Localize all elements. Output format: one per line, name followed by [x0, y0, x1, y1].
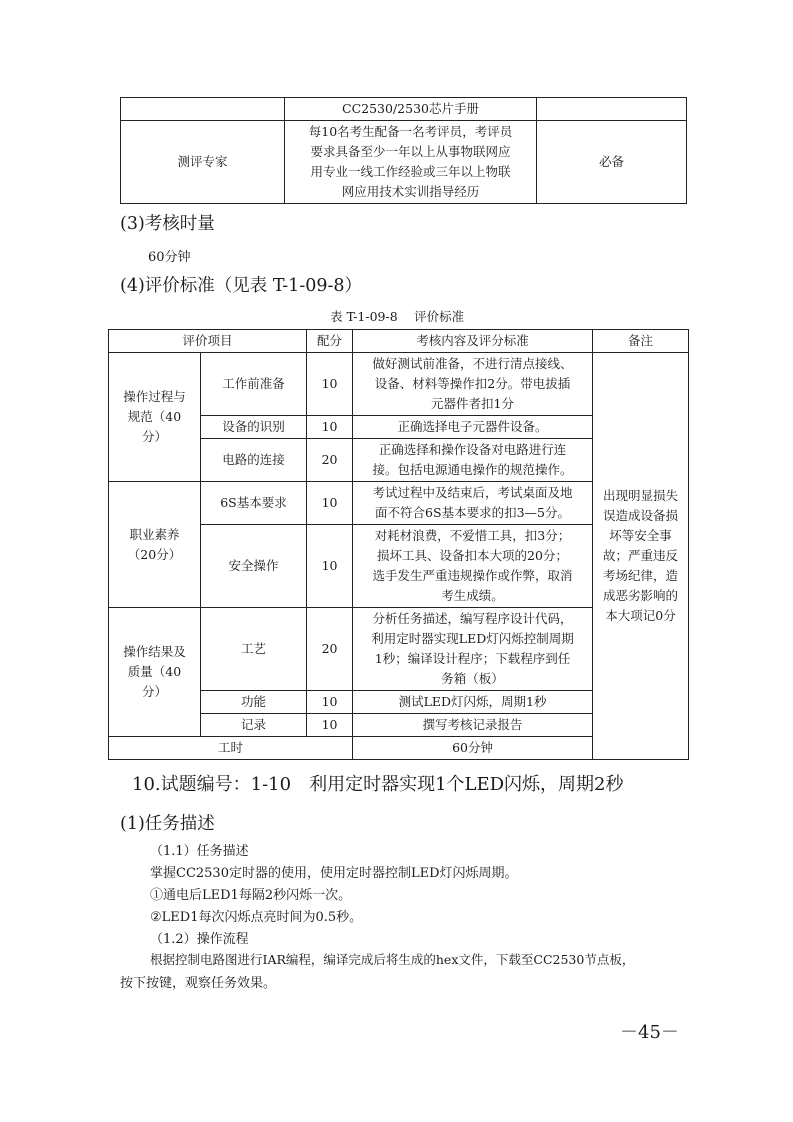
- row-6s-score: 10: [307, 482, 353, 525]
- row-connect-score: 20: [307, 439, 353, 482]
- row-function-score: 10: [307, 691, 353, 714]
- row-6s-content: 考试过程中及结束后，考试桌面及地 面不符合6S基本要求的扣3—5分。: [353, 482, 593, 525]
- cell-chip-manual: CC2530/2530芯片手册: [285, 98, 537, 121]
- row-safety-score: 10: [307, 525, 353, 608]
- row-identify-content: 正确选择电子元器件设备。: [353, 416, 593, 439]
- group-process: 操作过程与 规范（40 分）: [109, 353, 201, 482]
- row-identify-name: 设备的识别: [201, 416, 307, 439]
- cell-empty: [537, 98, 687, 121]
- footer-label: 工时: [109, 737, 353, 760]
- row-record-score: 10: [307, 714, 353, 737]
- row-craft-name: 工艺: [201, 608, 307, 691]
- row-function-name: 功能: [201, 691, 307, 714]
- row-identify-score: 10: [307, 416, 353, 439]
- row-record-name: 记录: [201, 714, 307, 737]
- paragraph-3: ②LED1每次闪烁点亮时间为0.5秒。: [150, 910, 363, 925]
- cell-evaluator-label: 测评专家: [121, 121, 285, 204]
- cell-evaluator-requirement: 每10名考生配备一名考评员，考评员 要求具备至少一年以上从事物联网应 用专业一线工作经验或三年以上物联 网应用技术实训指导经历: [285, 121, 537, 204]
- question-title: 10.试题编号：1-10 利用定时器实现1个LED闪烁，周期2秒: [132, 774, 624, 795]
- requirements-table: [120, 97, 687, 204]
- section4-heading: (4)评价标准（见表 T-1-09-8）: [120, 276, 363, 296]
- group-result: 操作结果及 质量（40 分）: [109, 608, 201, 737]
- row-prep-name: 工作前准备: [201, 353, 307, 416]
- header-item: 评价项目: [109, 330, 307, 353]
- row-connect-content: 正确选择和操作设备对电路进行连 接。包括电源通电操作的规范操作。: [353, 439, 593, 482]
- cell-required: 必备: [537, 121, 687, 204]
- row-prep-score: 10: [307, 353, 353, 416]
- header-note: 备注: [593, 330, 689, 353]
- group-professional: 职业素养 （20分）: [109, 482, 201, 608]
- evaluation-table: [108, 329, 689, 760]
- row-safety-name: 安全操作: [201, 525, 307, 608]
- row-function-content: 测试LED灯闪烁，周期1秒: [353, 691, 593, 714]
- note-cell: 出现明显损失 误造成设备损 坏等安全事 故；严重违反 考场纪律，造 成恶劣影响的 本大项记0分: [593, 353, 689, 760]
- header-score: 配分: [307, 330, 353, 353]
- table-caption: 表 T-1-09-8 评价标准: [330, 309, 465, 324]
- exam-duration: 60分钟: [148, 250, 191, 265]
- section3-heading: (3)考核时量: [120, 214, 215, 234]
- paragraph-4: 根据控制电路图进行IAR编程，编译完成后将生成的hex文件，下载至CC2530节点板，: [150, 952, 635, 967]
- header-content: 考核内容及评分标准: [353, 330, 593, 353]
- row-craft-content: 分析任务描述，编写程序设计代码， 利用定时器实现LED灯闪烁控制周期 1秒；编译设计程序；下载程序到任 务箱（板）: [353, 608, 593, 691]
- row-prep-content: 做好测试前准备，不进行清点接线、 设备、材料等操作扣2分。带电拔插 元器件者扣1分: [353, 353, 593, 416]
- footer-value: 60分钟: [353, 737, 593, 760]
- paragraph-2: ①通电后LED1每隔2秒闪烁一次。: [150, 888, 352, 903]
- cell-empty: [121, 98, 285, 121]
- paragraph-5: 按下按键，观察任务效果。: [120, 976, 277, 991]
- subsection-1-2: （1.2）操作流程: [150, 932, 249, 947]
- row-safety-content: 对耗材浪费，不爱惜工具，扣3分； 损坏工具、设备扣本大项的20分； 选手发生严重违规操作或作弊，取消 考生成绩。: [353, 525, 593, 608]
- subsection-1-1: （1.1）任务描述: [150, 844, 249, 859]
- row-6s-name: 6S基本要求: [201, 482, 307, 525]
- section1-heading: (1)任务描述: [120, 814, 215, 834]
- row-record-content: 撰写考核记录报告: [353, 714, 593, 737]
- row-connect-name: 电路的连接: [201, 439, 307, 482]
- row-craft-score: 20: [307, 608, 353, 691]
- page-number: －45－: [620, 1022, 679, 1043]
- paragraph-1: 掌握CC2530定时器的使用，使用定时器控制LED灯闪烁周期。: [150, 866, 518, 881]
